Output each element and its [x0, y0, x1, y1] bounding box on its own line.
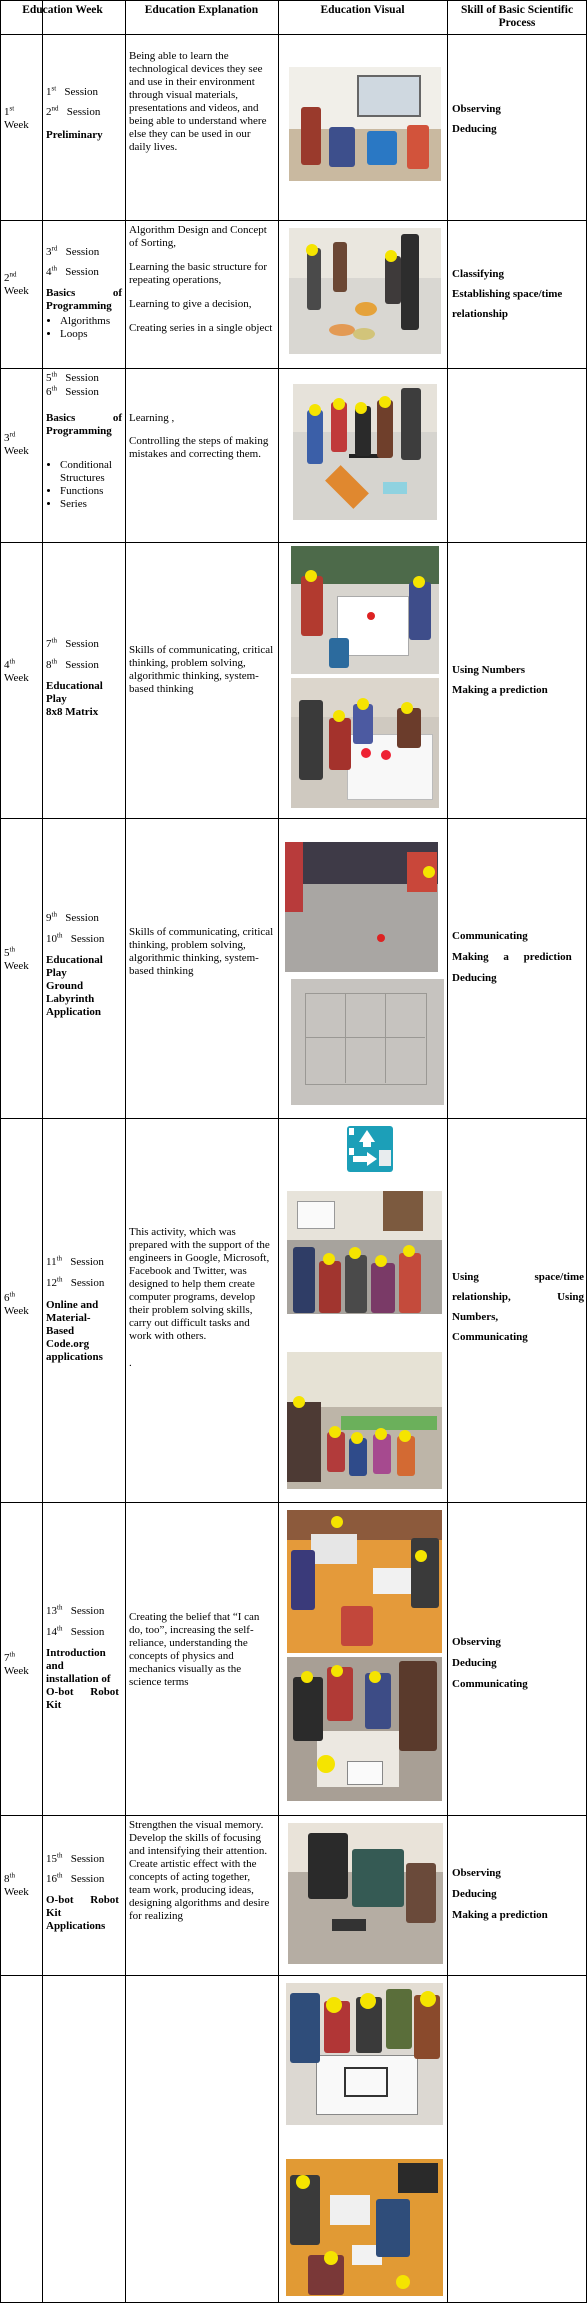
session-label: 14th Session — [46, 1624, 105, 1638]
education-photo — [287, 1657, 442, 1801]
session-label: 1st Session — [46, 84, 99, 98]
row-divider — [0, 368, 587, 369]
column-divider — [42, 0, 43, 2303]
list-item: • Series — [60, 498, 134, 511]
week-label: 4th Week — [4, 657, 29, 684]
education-photo — [289, 67, 441, 181]
column-divider — [125, 0, 126, 2303]
session-title: Preliminary — [46, 129, 103, 141]
row-divider — [0, 34, 587, 35]
row-divider — [0, 818, 587, 819]
week-label: 6th Week — [4, 1290, 29, 1317]
table-border-left — [0, 0, 1, 2303]
skill-list: Observing Deducing — [452, 103, 501, 135]
skill-list: Classifying Establishing space/time relationship — [452, 268, 563, 320]
session-title: Educational Play 8x8 Matrix — [46, 680, 103, 718]
session-label: 10th Session — [46, 931, 105, 945]
explanation-text: Creating the belief that “I can do, too”, increasing the self-reliance, understanding the concepts of physics and mechanics visually as the science terms — [129, 1611, 260, 1688]
session-label: 4th Session — [46, 264, 99, 278]
session-label: 12th Session — [46, 1275, 105, 1289]
education-photo — [289, 228, 441, 354]
code-org-icon — [347, 1126, 393, 1172]
session-title: Basics of Programming — [46, 412, 122, 437]
column-divider — [447, 0, 448, 2303]
session-title: O-bot Robot Kit Applications — [46, 1894, 119, 1932]
education-photo — [287, 1510, 442, 1653]
skill-list: Observing Deducing Making a prediction — [452, 1867, 548, 1921]
session-label: 11th Session — [46, 1254, 104, 1268]
list-item: • Conditional Structures — [60, 459, 134, 485]
session-label: 9th Session — [46, 910, 99, 924]
week-label: 3rd Week — [4, 430, 29, 457]
row-divider — [0, 1815, 587, 1816]
explanation-text: Being able to learn the technological devices they see and use in their environment through visual materials, presentations and videos, and being able to understand where else they can be used in our daily lives. — [129, 50, 267, 153]
list-item: • Algorithms — [60, 315, 110, 328]
explanation-text: Algorithm Design and Concept of Sorting, Learning the basic structure for repeating operations, Learning to give a decision, Creating series in a single object — [129, 224, 273, 334]
explanation-text: Skills of communicating, critical thinking, problem solving, algorithmic thinking, system-based thinking — [129, 644, 274, 695]
row-divider — [0, 1975, 587, 1976]
session-label: 16th Session — [46, 1871, 105, 1885]
header-visual: Education Visual — [320, 4, 405, 16]
education-photo — [287, 1191, 442, 1314]
session-label: 8th Session — [46, 657, 99, 671]
row-divider — [0, 1118, 587, 1119]
session-label: 2nd Session — [46, 104, 101, 118]
week-label: 2nd Week — [4, 270, 29, 297]
session-title: Online and Material- Based Code.org applications — [46, 1299, 103, 1363]
session-label: 5th Session — [46, 370, 99, 384]
education-photo — [287, 1352, 442, 1489]
row-divider — [0, 0, 587, 1]
explanation-text: Strengthen the visual memory. Develop the skills of focusing and intensifying their attention. Create artistic effect with the concepts of acting together, team work, producing ideas, designing algorithms and desire for realizing — [129, 1819, 270, 1922]
session-label: 7th Session — [46, 636, 99, 650]
week-label: 5th Week — [4, 945, 29, 972]
skill-list: Observing Deducing Communicating — [452, 1636, 528, 1690]
row-divider — [0, 220, 587, 221]
education-photo — [286, 2159, 443, 2296]
skill-list: Communicating Making a prediction Deducing — [452, 930, 572, 984]
education-photo — [285, 842, 438, 972]
week-label: 7th Week — [4, 1650, 29, 1677]
session-label: 15th Session — [46, 1851, 105, 1865]
topic-list — [48, 315, 110, 341]
skill-list: Using space/time relationship, Using Numbers, Communicating — [452, 1271, 584, 1343]
row-divider — [0, 1502, 587, 1503]
session-label: 3rd Session — [46, 244, 100, 258]
education-photo — [291, 979, 444, 1105]
week-label: 1st Week — [4, 104, 29, 131]
education-photo — [291, 678, 439, 808]
session-title: Educational Play Ground Labyrinth Application — [46, 954, 103, 1018]
header-explanation: Education Explanation — [144, 4, 259, 16]
header-skill: Skill of Basic Scientific Process — [460, 4, 574, 29]
session-title: Introduction and installation of O-bot Robot Kit — [46, 1647, 119, 1711]
explanation-text: This activity, which was prepared with the support of the engineers in Google, Microsoft, Facebook and Twitter, was designed to help them create computer programs, develop their problem solving skills, carry out difficult tasks and work with others. . — [129, 1226, 270, 1369]
topic-list — [48, 459, 134, 511]
education-photo — [288, 1823, 443, 1964]
list-item: • Functions — [60, 485, 134, 498]
education-photo — [291, 546, 439, 674]
session-title: Basics of Programming — [46, 287, 122, 312]
list-item: • Loops — [60, 328, 110, 341]
skill-list: Using Numbers Making a prediction — [452, 664, 548, 696]
session-label: 13th Session — [46, 1603, 105, 1617]
explanation-text: Skills of communicating, critical thinking, problem solving, algorithmic thinking, system-based thinking — [129, 926, 274, 977]
header-week: Education Week — [22, 4, 103, 16]
column-divider — [278, 0, 279, 2303]
session-label: 6th Session — [46, 384, 99, 398]
education-photo — [293, 384, 437, 520]
explanation-text: Learning , Controlling the steps of making mistakes and correcting them. — [129, 412, 269, 460]
education-photo — [286, 1983, 443, 2125]
row-divider — [0, 542, 587, 543]
week-label: 8th Week — [4, 1871, 29, 1898]
